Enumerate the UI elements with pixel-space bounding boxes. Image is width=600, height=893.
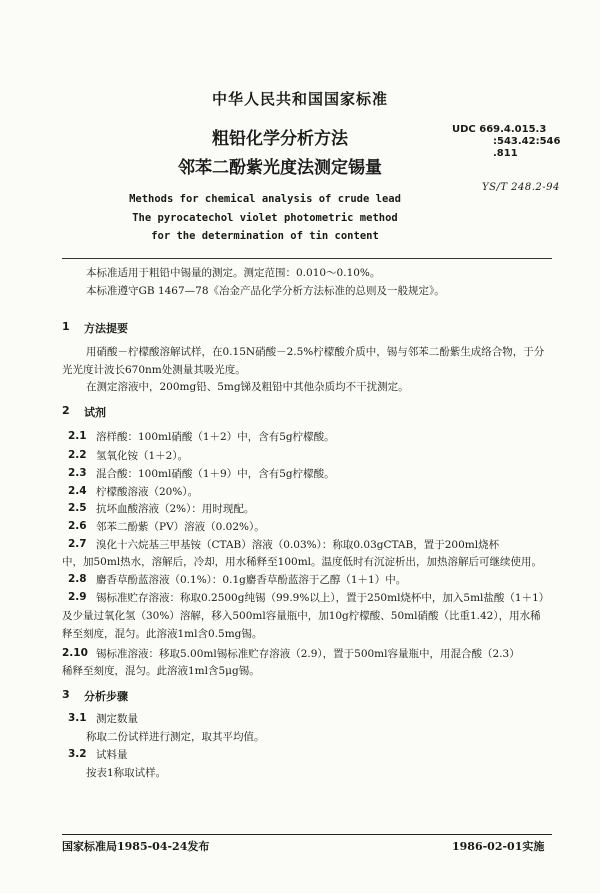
item-text: 邻苯二酚紫（PV）溶液（0.02%）。 bbox=[96, 521, 265, 533]
item-number: 2.3 bbox=[68, 467, 87, 479]
item-text: 溶样酸：100ml硝酸（1＋2）中，含有5g柠檬酸。 bbox=[96, 431, 335, 443]
udc-line1: UDC 669.4.015.3 bbox=[452, 124, 547, 135]
item-number: 2.5 bbox=[68, 502, 87, 514]
subsection-3-2-text: 按表1称取试样。 bbox=[86, 767, 167, 779]
item-text-cont: 中，加50ml热水，溶解后，冷却，用水稀释至100ml。温度低时有沉淀析出，加热溶解后可继续使用。 bbox=[62, 556, 543, 568]
item-text: 锡标准贮存溶液：称取0.2500g纯锡（99.9%以上），置于250ml烧杯中，加入5ml盐酸（1＋1） bbox=[96, 592, 550, 604]
section-1-para2: 在测定溶液中，200mg铅、5mg锑及粗铅中其他杂质均不干扰测定。 bbox=[86, 381, 409, 393]
subsection-3-2-number: 3.2 bbox=[68, 748, 87, 760]
footer-divider bbox=[62, 834, 552, 835]
item-number: 2.2 bbox=[68, 449, 87, 461]
title-english-line1: Methods for chemical analysis of crude lead bbox=[129, 193, 401, 205]
udc-line2: :543.42:546 bbox=[493, 136, 561, 147]
subsection-3-2-title: 试料量 bbox=[96, 749, 128, 761]
item-number: 2.8 bbox=[68, 573, 87, 585]
item-text: 麝香草酚蓝溶液（0.1%）：0.1g麝香草酚蓝溶于乙醇（1＋1）中。 bbox=[96, 574, 407, 586]
item-text: 溴化十六烷基三甲基铵（CTAB）溶液（0.03%）：称取0.03gCTAB，置于200ml烧杯 bbox=[96, 539, 500, 551]
section-1-para1-line2: 光光度计波长670nm处测量其吸光度。 bbox=[62, 364, 246, 376]
item-text-cont: 稀释至刻度，混匀。此溶液1ml含5μg锡。 bbox=[62, 665, 260, 677]
udc-code bbox=[452, 124, 560, 160]
item-text: 柠檬酸溶液（20%）。 bbox=[96, 486, 199, 498]
item-text: 抗坏血酸溶液（2%）：用时现配。 bbox=[96, 503, 255, 515]
title-chinese-line1: 粗铅化学分析方法 bbox=[212, 129, 348, 149]
item-text: 氢氧化铵（1＋2）。 bbox=[96, 450, 189, 462]
udc-line3: .811 bbox=[493, 148, 518, 159]
item-text: 锡标准溶液：移取5.00ml锡标准贮存溶液（2.9），置于500ml容量瓶中，用混合酸（2.3） bbox=[96, 648, 520, 660]
subsection-3-1-text: 称取二份试样进行测定，取其平均值。 bbox=[86, 731, 265, 743]
section-1-title: 方法提要 bbox=[84, 322, 128, 335]
item-number: 2.6 bbox=[68, 520, 87, 532]
section-3-title: 分析步骤 bbox=[84, 690, 128, 703]
item-text-cont: 及少量过氧化氢（30%）溶解，移入500ml容量瓶中，加10g柠檬酸、50ml硝酸（比重1.42），用水稀 bbox=[62, 610, 541, 622]
item-text: 混合酸：100ml硝酸（1＋9）中，含有5g柠檬酸。 bbox=[96, 468, 335, 480]
standard-number-handwritten: YS/T 248.2-94 bbox=[482, 182, 560, 193]
item-number: 2.7 bbox=[68, 538, 87, 550]
intro-scope: 本标准适用于粗铅中锡量的测定。测定范围：0.010～0.10%。 bbox=[86, 267, 381, 279]
intro-compliance: 本标准遵守GB 1467—78《冶金产品化学分析方法标准的总则及一般规定》。 bbox=[86, 285, 445, 297]
item-number: 2.1 bbox=[68, 430, 87, 442]
effective-date: 1986-02-01实施 bbox=[452, 840, 545, 853]
section-1-para1-line1: 用硝酸－柠檬酸溶解试样，在0.15N硝酸－2.5%柠檬酸介质中，锡与邻苯二酚紫生成络合物，于分 bbox=[86, 346, 545, 358]
title-chinese-line2: 邻苯二酚紫光度法测定锡量 bbox=[178, 158, 382, 178]
issue-date: 国家标准局1985-04-24发布 bbox=[62, 840, 210, 853]
section-2-number: 2 bbox=[62, 404, 70, 417]
section-3-number: 3 bbox=[62, 688, 70, 701]
section-2-title: 试剂 bbox=[84, 406, 106, 419]
subsection-3-1-number: 3.1 bbox=[68, 712, 87, 724]
national-standard-label: 中华人民共和国国家标准 bbox=[211, 90, 388, 108]
item-number: 2.9 bbox=[68, 591, 87, 603]
header-divider bbox=[62, 258, 552, 259]
item-number: 2.4 bbox=[68, 485, 87, 497]
title-english-line3: for the determination of tin content bbox=[151, 230, 379, 242]
title-english-line2: The pyrocatechol violet photometric method bbox=[132, 212, 398, 224]
item-text-cont: 释至刻度，混匀。此溶液1ml含0.5mg锡。 bbox=[62, 628, 263, 640]
item-number: 2.10 bbox=[62, 647, 88, 659]
subsection-3-1-title: 测定数量 bbox=[96, 713, 138, 725]
section-1-number: 1 bbox=[62, 320, 70, 333]
